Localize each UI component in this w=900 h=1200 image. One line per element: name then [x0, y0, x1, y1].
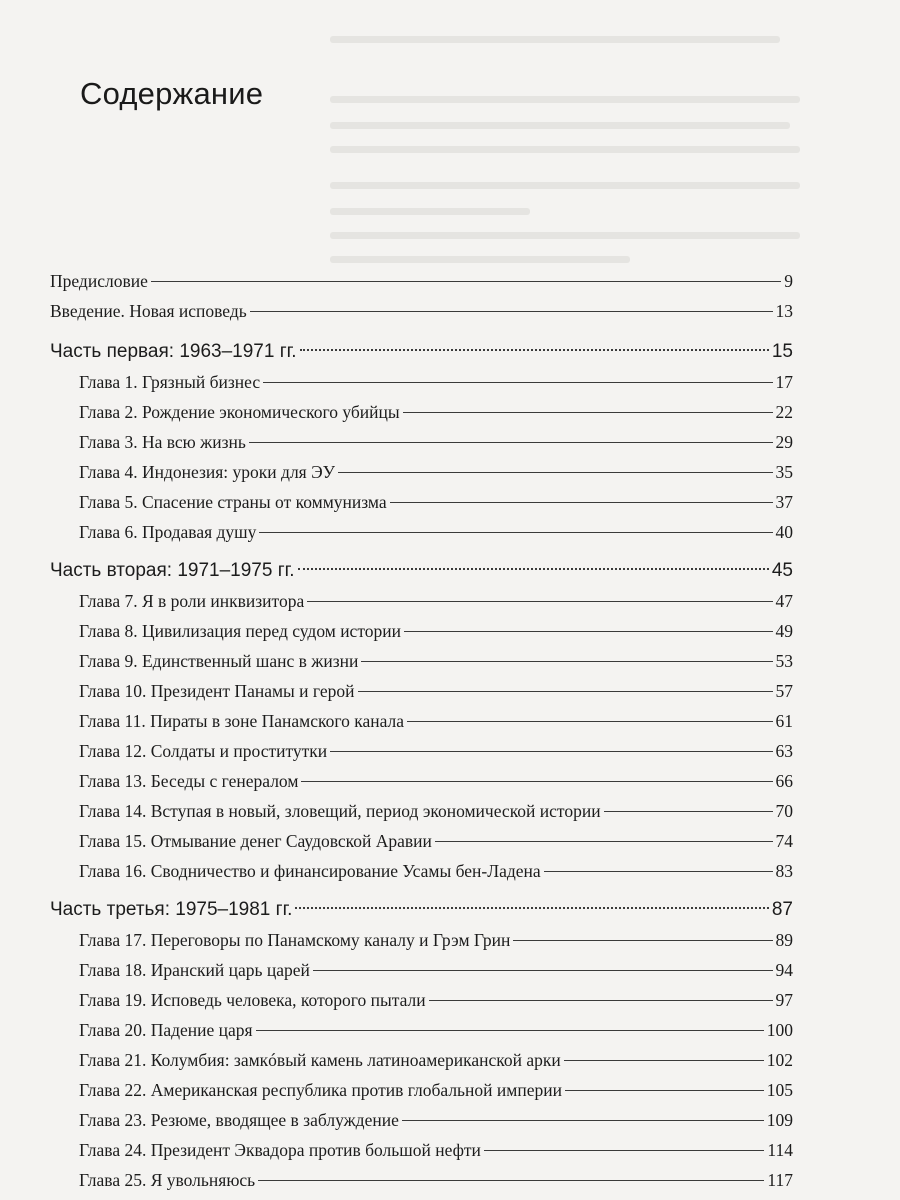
entry-label: Предисловие [50, 271, 148, 291]
leader-line [435, 841, 773, 842]
leader-line [338, 472, 772, 473]
leader-line [402, 1120, 764, 1121]
toc-chapter[interactable] [50, 856, 793, 886]
page-number: 49 [775, 621, 793, 641]
toc-chapter[interactable] [50, 1015, 793, 1045]
page-number: 87 [771, 899, 793, 920]
chapter-label: Глава 13. Беседы с генералом [79, 771, 299, 791]
chapter-label: Глава 20. Падение царя [79, 1020, 253, 1040]
leader-line [544, 871, 773, 872]
leader-line [403, 412, 773, 413]
entry-label: Введение. Новая исповедь [50, 301, 247, 321]
chapter-label: Глава 17. Переговоры по Панамскому каналу и Грэм Грин [79, 930, 511, 950]
chapter-label: Глава 19. Исповедь человека, которого пытали [79, 990, 426, 1010]
chapter-label: Глава 3. На всю жизнь [79, 432, 246, 452]
leader-line [300, 349, 769, 351]
page-number: 105 [766, 1080, 793, 1100]
page-number: 109 [766, 1110, 793, 1130]
page-number: 94 [775, 960, 793, 980]
leader-line [295, 907, 768, 909]
chapter-label: Глава 11. Пираты в зоне Панамского канала [79, 711, 405, 731]
leader-line [298, 568, 769, 570]
page-number: 47 [775, 591, 793, 611]
toc-chapter[interactable] [50, 1075, 793, 1105]
page-number: 114 [767, 1140, 793, 1160]
page-number: 100 [766, 1020, 793, 1040]
page-number: 97 [775, 990, 793, 1010]
chapter-label: Глава 23. Резюме, вводящее в заблуждение [79, 1110, 399, 1130]
toc-part-1[interactable] [50, 336, 793, 367]
leader-line [307, 601, 772, 602]
leader-line [564, 1060, 764, 1061]
part-label: Часть первая: 1963–1971 гг. [50, 341, 297, 362]
page-number: 89 [775, 930, 793, 950]
page-title: Содержание [80, 76, 264, 111]
table-of-contents [50, 266, 793, 1195]
toc-chapter[interactable] [50, 955, 793, 985]
toc-part-2[interactable] [50, 555, 793, 586]
part-label: Часть третья: 1975–1981 гг. [50, 899, 293, 920]
chapter-label: Глава 5. Спасение страны от коммунизма [79, 492, 387, 512]
page-number: 53 [775, 651, 793, 671]
chapter-label: Глава 22. Американская республика против глобальной империи [79, 1080, 562, 1100]
page-number: 57 [775, 681, 793, 701]
leader-line [361, 661, 772, 662]
toc-chapter[interactable] [50, 676, 793, 706]
page-number: 102 [766, 1050, 793, 1070]
leader-line [484, 1150, 764, 1151]
toc-chapter[interactable] [50, 706, 793, 736]
chapter-label: Глава 25. Я увольняюсь [79, 1170, 256, 1190]
page-number: 35 [775, 462, 793, 482]
toc-chapter[interactable] [50, 985, 793, 1015]
toc-chapter[interactable] [50, 427, 793, 457]
page-number: 83 [775, 861, 793, 881]
page-number: 17 [775, 372, 793, 392]
leader-line [330, 751, 772, 752]
page-number: 15 [771, 341, 793, 362]
toc-part-3[interactable] [50, 894, 793, 925]
page-number: 61 [775, 711, 793, 731]
leader-line [390, 502, 773, 503]
page-number: 74 [775, 831, 793, 851]
leader-line [313, 970, 773, 971]
toc-chapter[interactable] [50, 1165, 793, 1195]
leader-line [256, 1030, 764, 1031]
toc-entry-introduction[interactable] [50, 296, 793, 326]
page-number: 13 [775, 301, 793, 321]
page-number: 117 [767, 1170, 793, 1190]
leader-line [565, 1090, 764, 1091]
toc-chapter[interactable] [50, 1105, 793, 1135]
leader-line [250, 311, 773, 312]
chapter-label: Глава 9. Единственный шанс в жизни [79, 651, 359, 671]
page-number: 37 [775, 492, 793, 512]
toc-chapter[interactable] [50, 616, 793, 646]
toc-chapter[interactable] [50, 826, 793, 856]
chapter-label: Глава 15. Отмывание денег Саудовской Аравии [79, 831, 432, 851]
toc-chapter[interactable] [50, 487, 793, 517]
leader-line [407, 721, 772, 722]
chapter-label: Глава 24. Президент Эквадора против большой нефти [79, 1140, 481, 1160]
leader-line [429, 1000, 773, 1001]
toc-chapter[interactable] [50, 457, 793, 487]
chapter-label: Глава 7. Я в роли инквизитора [79, 591, 305, 611]
page-number: 70 [775, 801, 793, 821]
chapter-label: Глава 14. Вступая в новый, зловещий, период экономической истории [79, 801, 601, 821]
toc-chapter[interactable] [50, 517, 793, 547]
chapter-label: Глава 8. Цивилизация перед судом истории [79, 621, 401, 641]
chapter-label: Глава 16. Сводничество и финансирование Усамы бен-Ладена [79, 861, 541, 881]
leader-line [604, 811, 773, 812]
toc-chapter[interactable] [50, 1135, 793, 1165]
chapter-label: Глава 18. Иранский царь царей [79, 960, 310, 980]
leader-line [258, 1180, 764, 1181]
leader-line [513, 940, 772, 941]
leader-line [263, 382, 772, 383]
chapter-label: Глава 21. Колумбия: замкóвый камень латиноамериканской арки [79, 1050, 561, 1070]
toc-chapter[interactable] [50, 1045, 793, 1075]
page-number: 9 [784, 271, 793, 291]
toc-chapter[interactable] [50, 796, 793, 826]
page-number: 40 [775, 522, 793, 542]
page-number: 29 [775, 432, 793, 452]
page-number: 63 [775, 741, 793, 761]
toc-entry-preface[interactable] [50, 266, 793, 296]
part-label: Часть вторая: 1971–1975 гг. [50, 560, 295, 581]
page-number: 45 [771, 560, 793, 581]
chapter-label: Глава 2. Рождение экономического убийцы [79, 402, 400, 422]
leader-line [249, 442, 773, 443]
chapter-label: Глава 1. Грязный бизнес [79, 372, 261, 392]
chapter-label: Глава 6. Продавая душу [79, 522, 257, 542]
toc-chapter[interactable] [50, 367, 793, 397]
leader-line [404, 631, 773, 632]
leader-line [301, 781, 772, 782]
chapter-label: Глава 4. Индонезия: уроки для ЭУ [79, 462, 336, 482]
page-number: 66 [775, 771, 793, 791]
leader-line [259, 532, 772, 533]
leader-line [151, 281, 781, 282]
toc-chapter[interactable] [50, 766, 793, 796]
page-number: 22 [775, 402, 793, 422]
toc-chapter[interactable] [50, 397, 793, 427]
toc-chapter[interactable] [50, 736, 793, 766]
leader-line [358, 691, 773, 692]
toc-chapter[interactable] [50, 646, 793, 676]
chapter-label: Глава 10. Президент Панамы и герой [79, 681, 355, 701]
toc-chapter[interactable] [50, 925, 793, 955]
chapter-label: Глава 12. Солдаты и проститутки [79, 741, 328, 761]
toc-chapter[interactable] [50, 586, 793, 616]
